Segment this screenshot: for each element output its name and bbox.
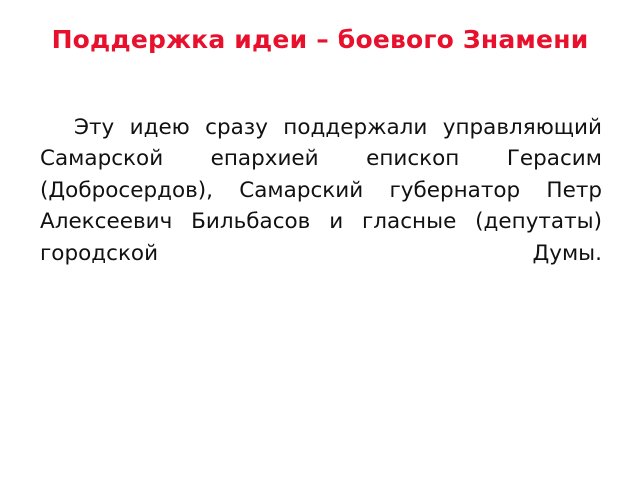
slide-body-text: Эту идею сразу поддержали управляющий Самарской епархией епископ Герасим (Добросердов), Самарский губернатор Петр Алексеевич Бильбасов и гласные (депутаты) городской Думы. — [40, 115, 602, 266]
page-title: Поддержка идеи – боевого Знамени — [51, 25, 589, 54]
